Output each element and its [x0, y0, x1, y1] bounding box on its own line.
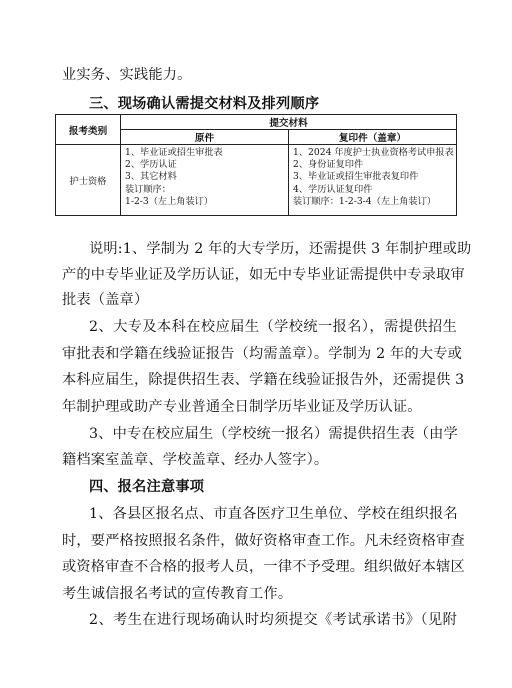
- note-line: 年制护理或助产专业普通全日制学历毕业证及学历认证。: [62, 399, 422, 415]
- note-line: 本科应届生，除提供招生表、学籍在线验证报告外，还需提供 3: [62, 372, 465, 388]
- note-line: 审批表和学籍在线验证报告（均需盖章）。学制为 2 年的大专或: [62, 346, 463, 362]
- row-category: 护士资格: [56, 145, 121, 216]
- section-3-heading: 三、现场确认需提交材料及排列顺序: [89, 96, 320, 112]
- note-line: 说明:1、学制为 2 年的大专学历，还需提供 3 年制护理或助: [89, 241, 472, 257]
- section-4-heading: 四、报名注意事项: [89, 479, 205, 495]
- copy-item: 1、2024 年度护士执业资格考试申报表: [293, 147, 454, 158]
- section-4-line: 2、考生在进行现场确认时均须提交《考试承诺书》（见附: [89, 612, 457, 628]
- header-materials: 提交材料: [121, 115, 457, 130]
- section-4-line: 或资格审查不合格的报考人员，一律不予受理。组织做好本辖区: [62, 559, 465, 575]
- originals-list: [121, 145, 289, 216]
- original-item: 1、毕业证或招生审批表: [125, 147, 223, 158]
- original-item: 3、其它材料: [125, 171, 177, 183]
- intro-line: 业实务、实践能力。: [62, 67, 192, 83]
- copy-item: 2、身份证复印件: [293, 159, 364, 171]
- materials-table: [55, 114, 457, 216]
- note-line: 2、大专及本科在校应届生（学校统一报名），需提供招生: [89, 319, 457, 335]
- copy-item: 装订顺序：1-2-3-4（左上角装订）: [293, 195, 436, 207]
- note-line: 籍档案室盖章、学校盖章、经办人签字）。: [62, 452, 329, 468]
- note-line: 批表（盖章）: [62, 292, 149, 308]
- copies-list: [289, 145, 457, 216]
- original-item: 2、学历认证: [125, 159, 177, 171]
- section-4-line: 1、各县区报名点、市直各医疗卫生单位、学校在组织报名: [89, 506, 458, 522]
- note-line: 产的中专毕业证及学历认证，如无中专毕业证需提供中专录取审: [62, 267, 465, 283]
- copy-item: 4、学历认证复印件: [293, 183, 373, 195]
- copy-item: 3、毕业证或招生审批表复印件: [293, 171, 419, 183]
- original-item: 1-2-3（左上角装订）: [125, 195, 214, 207]
- section-4-line: 时，要严格按照报名条件，做好资格审查工作。凡未经资格审查: [62, 533, 465, 549]
- note-line: 3、中专在校应届生（学校统一报名）需提供招生表（由学: [89, 426, 458, 442]
- original-item: 装订顺序：: [125, 183, 171, 195]
- section-4-line: 考生诚信报名考试的宣传教育工作。: [62, 586, 293, 602]
- header-original: 原件: [121, 130, 289, 145]
- header-category: 报考类别: [56, 115, 121, 145]
- header-copy: 复印件（盖章）: [289, 130, 457, 145]
